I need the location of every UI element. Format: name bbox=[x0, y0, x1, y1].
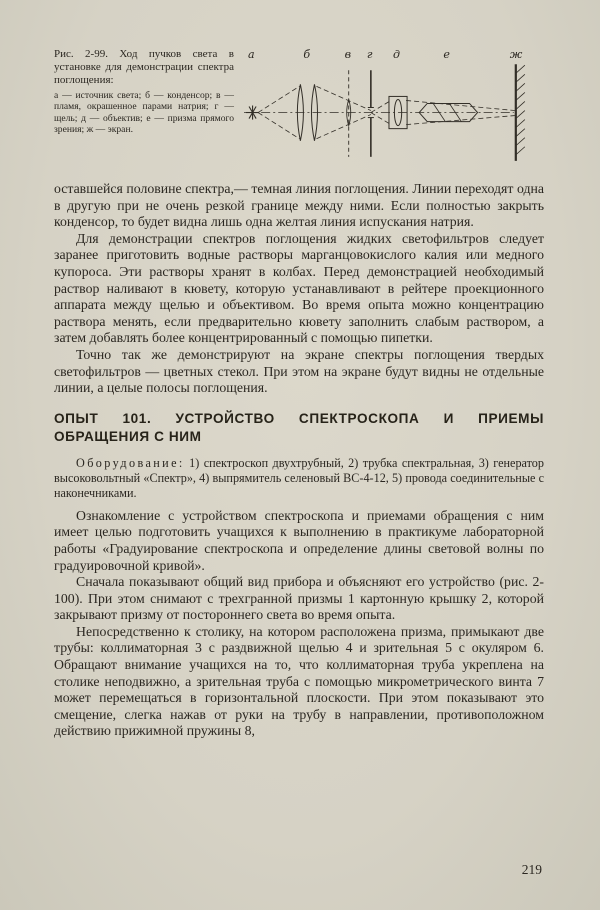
experiment-101-heading: ОПЫТ 101. УСТРОЙСТВО СПЕКТРОСКОПА И ПРИЕМЫ ОБРАЩЕНИЯ С НИМ bbox=[54, 410, 544, 445]
paragraph: Непосредственно к столику, на котором расположена призма, примыкают две трубы: коллиматорная 3 с раздвижной щелью 4 и зрительная 5 с окуляром 6. Обращают внимание учащихся на то, что коллиматорная труба укреплена на столике неподвижно, а зрительная труба с помощью микрометрического винта 7 может перемещаться в горизонтальной плоскости. При этом показывают это смещение, слегка нажав от руки на трубу в направлении, противоположном действию прижимной пружины 8, bbox=[54, 623, 544, 739]
diagram-labels bbox=[248, 48, 523, 61]
page-number: 219 bbox=[521, 862, 542, 877]
body-text bbox=[54, 181, 544, 740]
equipment-list: 1) спектроскоп двухтрубный, 2) трубка спектральная, 3) генератор высоковольтный «Спектр», 4) выпрямитель селеновый ВС-4-12, 5) провода соединительные с наконечниками. bbox=[54, 455, 544, 500]
label-objective: д bbox=[393, 48, 401, 62]
paragraph: Для демонстрации спектров поглощения жидких светофильтров следует заранее приготовить водные растворы марганцовокислого калия или медного купороса. Эти растворы хранят в колбах. Перед демонстрацией необходимый раствор наливают в кювету, которую устанавливают в рейтере проекционного аппарата между щелью и объективом. Во время опыта можно концентрацию раствора менять, если предварительно кювету заполнить слабым раствором, а затем добавлять более концентрированный с помощью пипетки. bbox=[54, 230, 544, 346]
equipment-paragraph bbox=[54, 456, 544, 501]
flame-plane bbox=[347, 70, 351, 157]
label-source: а bbox=[248, 48, 255, 62]
paragraph: Ознакомление с устройством спектроскопа и приемами обращения с ним имеет целью подготовить учащихся к выполнению в практикуме лабораторной работы «Градуирование спектроскопа и определение длины световой волны по градуировочной кривой». bbox=[54, 507, 544, 573]
label-screen: ж bbox=[509, 48, 523, 62]
equipment-label: Оборудование: bbox=[76, 455, 185, 470]
label-condenser: б bbox=[303, 48, 311, 62]
label-prism: е bbox=[443, 48, 450, 62]
label-slit: г bbox=[366, 48, 373, 62]
figure-2-99 bbox=[54, 46, 544, 169]
light-source bbox=[246, 105, 259, 119]
paragraph: Точно так же демонстрируют на экране спектры поглощения твердых светофильтров — цветных стекол. При этом на экране будут видны не отдельные линии, а целые полосы поглощения. bbox=[54, 346, 544, 396]
label-flame: в bbox=[344, 48, 352, 62]
figure-caption-title: Рис. 2-99. Ход пучков света в установке для демонстрации спектра поглощения: bbox=[54, 48, 234, 86]
screen-wall bbox=[516, 64, 525, 161]
optical-diagram bbox=[242, 46, 544, 169]
figure-caption-legend: а — источник света; б — конденсор; в — пламя, окрашенное парами натрия; г — щель; д — объектив; е — призма прямого зрения; ж — экран. bbox=[54, 90, 234, 136]
figure-caption bbox=[54, 46, 234, 136]
paragraph: Сначала показывают общий вид прибора и объясняют его устройство (рис. 2-100). При этом снимают с трехгранной призмы 1 картонную крышку 2, которой закрывают призму от постороннего света во время опыта. bbox=[54, 574, 544, 623]
paragraph: оставшейся половине спектра,— темная линия поглощения. Линии переходят одна в другую при не очень резкой границе между ними. Если полностью закрыть конденсор, то будет видна лишь одна желтая линия испускания натрия. bbox=[54, 181, 544, 230]
